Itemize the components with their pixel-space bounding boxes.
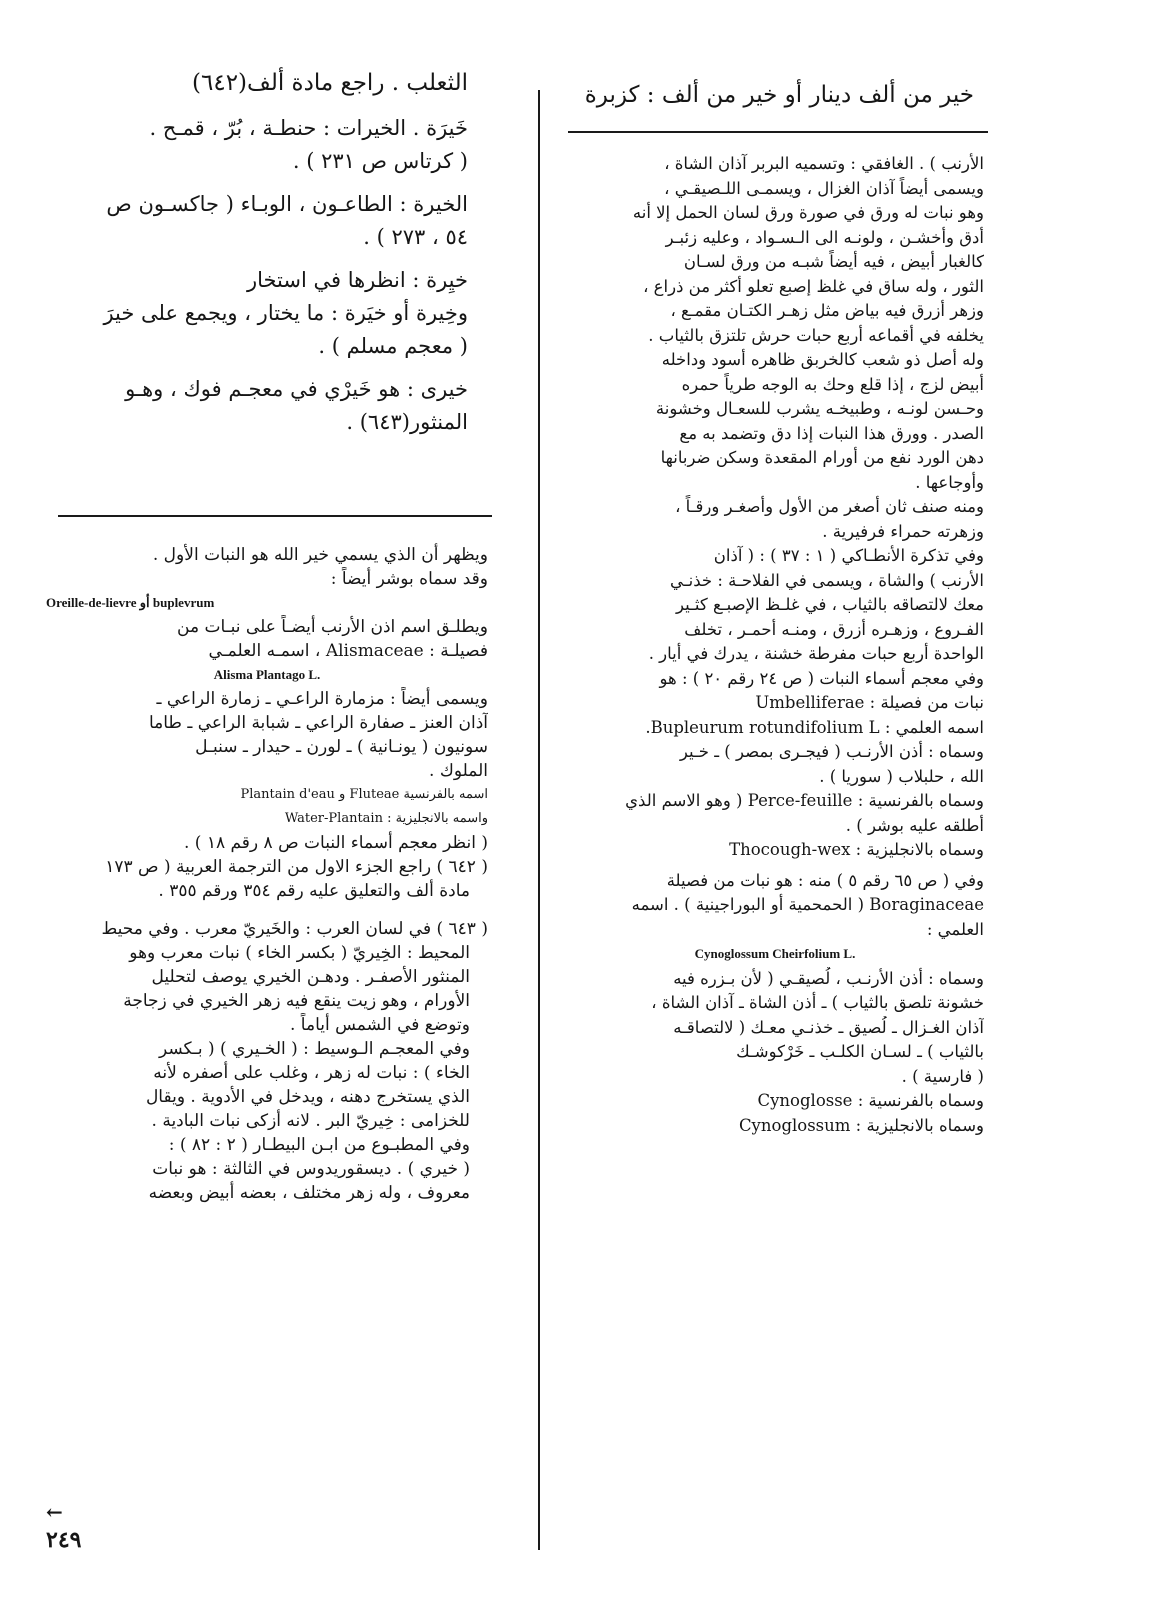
text-line: وفي معجم أسماء النبات ( ص ٢٤ رقم ٢٠ ) : هو xyxy=(659,668,984,688)
text-line: ( انظر معجم أسماء النبات ص ٨ رقم ١٨ ) . xyxy=(183,833,488,853)
text-line: ويطلـق اسم اذن الأرنب أيضـاً على نبـات من xyxy=(177,617,488,637)
text-line: وهو نبات له ورق في صورة ورق لسان الحمل إلا أنه xyxy=(632,203,984,222)
text-line: اسمه العلمي : Bupleurum rotundifolium L. xyxy=(645,717,984,737)
latin-term: Oreille-de-lievre أو buplevrum xyxy=(46,595,215,610)
text-line: الثور ، وله ساق في غلظ إصبع تعلو أكثر من ذراع ، xyxy=(643,276,984,296)
left-column-entries xyxy=(50,112,468,439)
text-line: الصدر . وورق هذا النبات إذا دق وتضمد به مع xyxy=(679,423,984,443)
text-line: المحيط : الخِيريّ ( بكسر الخاء ) نبات معرب وهو xyxy=(129,943,470,963)
text-line: الواحدة أربع حبات مفرطة خشنة ، يدرك في أيار . xyxy=(648,644,984,663)
text-line: وسماه بالانجليزية : Cynoglossum xyxy=(738,1115,984,1135)
text-line: وزهرته حمراء فرفيرية . xyxy=(822,521,984,541)
footnote-rule xyxy=(58,515,492,517)
text-line: Boraginaceae ( الحمحمية أو البوراجينية ) . اسمه xyxy=(631,895,984,914)
text-line: ٥٤ ، ٢٧٣ ) . xyxy=(363,225,468,249)
text-line: ( خيري ) . ديسقوريدوس في الثالثة : هو نبات xyxy=(152,1159,470,1179)
text-line: ( معجم مسلم ) . xyxy=(318,334,468,358)
text-line: وقد سماه بوشر أيضاً : xyxy=(330,569,488,589)
text-line: أدق وأخشـن ، ولونـه الى الـسـواد ، وعليه زئبـر xyxy=(665,227,984,247)
text-line: العلمي : xyxy=(926,919,984,939)
text-line: وفي المعجـم الـوسيط : ( الخـيري ) ( بـكسر xyxy=(158,1039,470,1059)
text-line: أبيض لزج ، إذا قلع وحك به الوجه طرياً حمره xyxy=(681,374,984,394)
text-line: الفـروع ، وزهـره أزرق ، ومنـه أحمـر ، تخلف xyxy=(684,619,984,639)
text-line: الأورام ، وهو زيت ينقع فيه زهر الخيري في زجاجة xyxy=(123,991,470,1011)
text-line: واسمه بالانجليزية : Water-Plantain xyxy=(284,811,488,826)
header-rule-right xyxy=(568,131,988,133)
text-line: دهن الورد نفع من أورام المقعدة وسكن ضربانها xyxy=(660,448,984,467)
text-line: الله ، حلبلاب ( سوريا ) . xyxy=(819,766,984,786)
text-line: خيرى : هو خَيرْي في معجـم فوك ، وهـو xyxy=(125,377,468,401)
text-line: سونيون ( يونـانية ) ـ لورن ـ حيدار ـ سنبـل xyxy=(195,737,488,757)
text-line: خَيرَة . الخيرات : حنطـة ، بُرّ ، قمـح . xyxy=(149,116,468,140)
text-line: ومنه صنف ثان أصغر من الأول وأصغـر ورقـاً ، xyxy=(675,497,984,516)
text-line: المنثور(٦٤٣) . xyxy=(346,410,468,434)
footnote-642: ( ٦٤٢ ) راجع الجزء الاول من الترجمة العربية ( ص ١٧٣ xyxy=(105,857,488,877)
text-line: معروف ، وله زهر مختلف ، بعضه أبيض وبعضه xyxy=(148,1183,470,1203)
text-line: بالثياب ) ـ لسـان الكلـب ـ خَرْكوشـك xyxy=(736,1042,984,1061)
text-line: وحـسن لونـه ، وطبيخـه يشرب للسعـال وخشونة xyxy=(655,399,984,418)
text-line: آذان العنز ـ صفارة الراعي ـ شبابة الراعي ـ طاما xyxy=(148,713,488,733)
text-line: وله أصل ذو شعب كالخربق ظاهره أسود وداخله xyxy=(661,350,984,369)
footnote-643: ( ٦٤٣ ) في لسان العرب : والخَيريّ معرب . وفي محيط xyxy=(101,919,488,939)
text-line: أطلقه عليه بوشر ) . xyxy=(845,815,984,835)
text-line: وأوجاعها . xyxy=(915,472,984,492)
text-line: وفي المطبـوع من ابـن البيطـار ( ٢ : ٨٢ ) : xyxy=(168,1135,470,1155)
latin-term: Cynoglossum Cheirfolium L. xyxy=(694,946,856,961)
text-line: الخيرة : الطاعـون ، الوبـاء ( جاكسـون ص xyxy=(106,192,468,216)
text-line: وزهر أزرق فيه بياض مثل زهـر الكتـان مقمـع ، xyxy=(670,301,984,320)
text-line: مادة ألف والتعليق عليه رقم ٣٥٤ ورقم ٣٥٥ . xyxy=(158,881,470,901)
right-column-text xyxy=(566,152,984,1138)
text-line: نبات من فصيلة : Umbelliferae xyxy=(755,693,984,712)
text-line: وسماه بالفرنسية : Cynoglosse xyxy=(757,1091,984,1110)
page-number: ٢٤٩ xyxy=(46,1527,82,1553)
header-left: الثعلب . راجع مادة ألف(٦٤٢) xyxy=(192,70,468,96)
left-column-footnotes xyxy=(46,543,488,1205)
text-line: ويظهر أن الذي يسمي خير الله هو النبات الأول . xyxy=(152,545,488,565)
text-line: معك لالتصاقه بالثياب ، في غلـظ الإصبـع كثـير xyxy=(676,595,984,614)
text-line: خيِرة : انظرها في استخار xyxy=(246,268,468,292)
continuation-arrow-icon: ← xyxy=(46,1500,63,1524)
text-line: وخِيرة أو خيَرة : ما يختار ، ويجمع على خيرَ xyxy=(103,301,468,325)
text-line: ويسمى أيضاً آذان الغزال ، ويسمـى اللـصيقـي ، xyxy=(664,178,984,198)
text-line: الذي يستخرج دهنه ، ويدخل في الأدوية . ويقال xyxy=(145,1087,470,1107)
text-line: ( فارسية ) . xyxy=(901,1066,984,1086)
text-line: فصيلـة : Alismaceae ، اسمـه العلمـي xyxy=(208,641,488,661)
text-line: الأرنب ) والشاة ، ويسمى في الفلاحـة : خذنـي xyxy=(670,570,984,590)
text-line: للخزامى : خِيريّ البر . لانه أزكى نبات البادية . xyxy=(151,1111,470,1131)
text-line: ( كرتاس ص ٢٣١ ) . xyxy=(292,149,468,173)
text-line: الأرنب ) . الغافقي : وتسميه البربر آذان الشاة ، xyxy=(664,154,984,173)
text-line: وسماه بالفرنسية : Perce-feuille ( وهو الاسم الذي xyxy=(625,791,984,810)
text-line: اسمه بالفرنسية Fluteae و Plantain d'eau xyxy=(240,787,488,802)
text-line: الملوك . xyxy=(429,761,488,781)
text-line: يخلفه في أقماعه أربع حبات حرش تلتزق بالثياب . xyxy=(648,325,984,345)
text-line: الخاء ) : نبات له زهر ، وغلب على أصفره لأنه xyxy=(153,1063,470,1083)
text-line: وفي تذكرة الأنطـاكي ( ١ : ٣٧ ) : ( آذان xyxy=(713,546,984,565)
text-line: وسماه بالانجليزية : Thocough-wex xyxy=(729,840,984,859)
text-line: كالغبار أبيض ، فيه أيضاً شبـه من ورق لسـان xyxy=(683,252,984,271)
text-line: آذان الغـزال ـ لُصيق ـ خذنـي معـك ( لالتصاقـه xyxy=(673,1017,984,1037)
text-line: وسماه : أذن الأرنـب ، لُصيقـي ( لأن بـزره فيه xyxy=(673,968,984,988)
header-right: خير من ألف دينار أو خير من ألف : كزبرة xyxy=(584,82,974,108)
text-line: وسماه : أذن الأرنـب ( فيجـرى بمصر ) ـ خـير xyxy=(679,742,984,761)
text-line: خشونة تلصق بالثياب ) ـ أذن الشاة ـ آذان الشاة ، xyxy=(651,993,984,1012)
latin-term: Alisma Plantago L. xyxy=(213,667,321,682)
column-divider xyxy=(538,90,540,1550)
text-line: وتوضع في الشمس أياماً . xyxy=(289,1015,470,1035)
text-line: المنثور الأصفـر . ودهـن الخيري يوصف لتحليل xyxy=(151,967,470,987)
text-line: ويسمى أيضاً : مزمارة الراعـي ـ زمارة الراعي ـ xyxy=(156,689,488,709)
text-line: وفي ( ص ٦٥ رقم ٥ ) منه : هو نبات من فصيلة xyxy=(666,870,984,890)
